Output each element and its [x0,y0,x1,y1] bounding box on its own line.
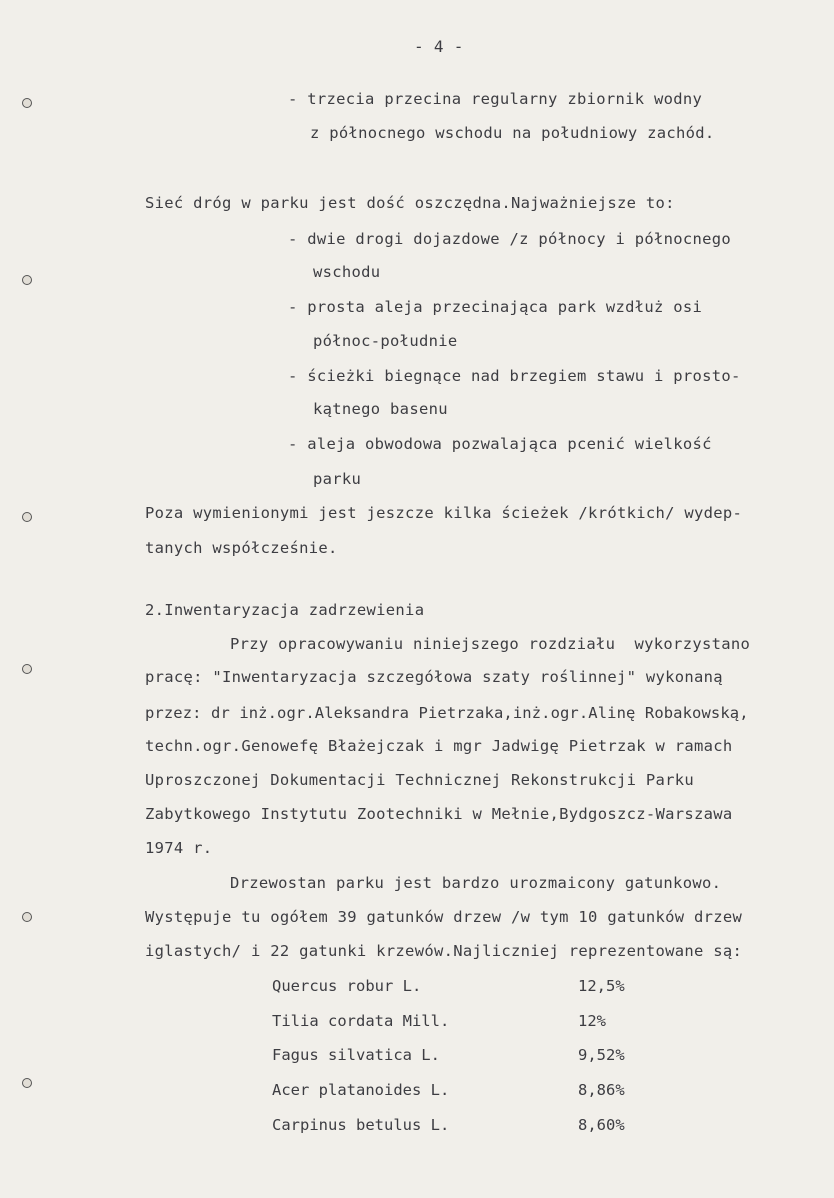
binder-hole-mark [22,664,32,674]
binder-hole-mark [22,98,32,108]
text-line: Sieć dróg w parku jest dość oszczędna.Najważniejsze to: [145,194,675,212]
text-line: iglastych/ i 22 gatunki krzewów.Najliczniej reprezentowane są: [145,942,743,960]
text-line: Przy opracowywaniu niniejszego rozdziału wykorzystano [230,635,751,653]
list-item: - ścieżki biegnące nad brzegiem stawu i prosto- [288,367,741,385]
text-line: przez: dr inż.ogr.Aleksandra Pietrzaka,inż.ogr.Alinę Robakowską, [145,704,749,722]
section-heading: 2.Inwentaryzacja zadrzewienia [145,601,425,619]
list-item: - aleja obwodowa pozwalająca pcenić wielkość [288,435,712,453]
species-share: 12% [578,1012,606,1030]
species-name: Fagus silvatica L. [272,1046,440,1064]
list-item: - prosta aleja przecinająca park wzdłuż osi [288,298,703,316]
text-line: Zabytkowego Instytutu Zootechniki w Mełnie,Bydgoszcz-Warszawa [145,805,733,823]
species-share: 12,5% [578,977,625,995]
species-name: Acer platanoides L. [272,1081,450,1099]
text-line: - trzecia przecina regularny zbiornik wodny [288,90,703,108]
text-line: Występuje tu ogółem 39 gatunków drzew /w tym 10 gatunków drzew [145,908,743,926]
text-line: 1974 r. [145,839,213,857]
text-line: tanych współcześnie. [145,539,338,557]
text-line: z północnego wschodu na południowy zachód. [310,124,715,142]
species-name: Tilia cordata Mill. [272,1012,450,1030]
page-number: - 4 - [414,37,464,56]
text-line: Drzewostan parku jest bardzo urozmaicony gatunkowo. [230,874,722,892]
binder-hole-mark [22,275,32,285]
text-line: pracę: "Inwentaryzacja szczegółowa szaty roślinnej" wykonaną [145,668,723,686]
list-item-continuation: parku [313,470,362,488]
list-item: - dwie drogi dojazdowe /z północy i północnego [288,230,732,248]
binder-hole-mark [22,512,32,522]
species-name: Carpinus betulus L. [272,1116,450,1134]
species-name: Quercus robur L. [272,977,422,995]
list-item-continuation: północ-południe [313,332,458,350]
list-item-continuation: wschodu [313,263,381,281]
text-line: Uproszczonej Dokumentacji Technicznej Rekonstrukcji Parku [145,771,695,789]
binder-hole-mark [22,912,32,922]
text-line: techn.ogr.Genowefę Błażejczak i mgr Jadwigę Pietrzak w ramach [145,737,733,755]
list-item-continuation: kątnego basenu [313,400,448,418]
species-share: 9,52% [578,1046,625,1064]
binder-hole-mark [22,1078,32,1088]
species-share: 8,86% [578,1081,625,1099]
text-line: Poza wymienionymi jest jeszcze kilka ścieżek /krótkich/ wydep- [145,504,743,522]
species-share: 8,60% [578,1116,625,1134]
